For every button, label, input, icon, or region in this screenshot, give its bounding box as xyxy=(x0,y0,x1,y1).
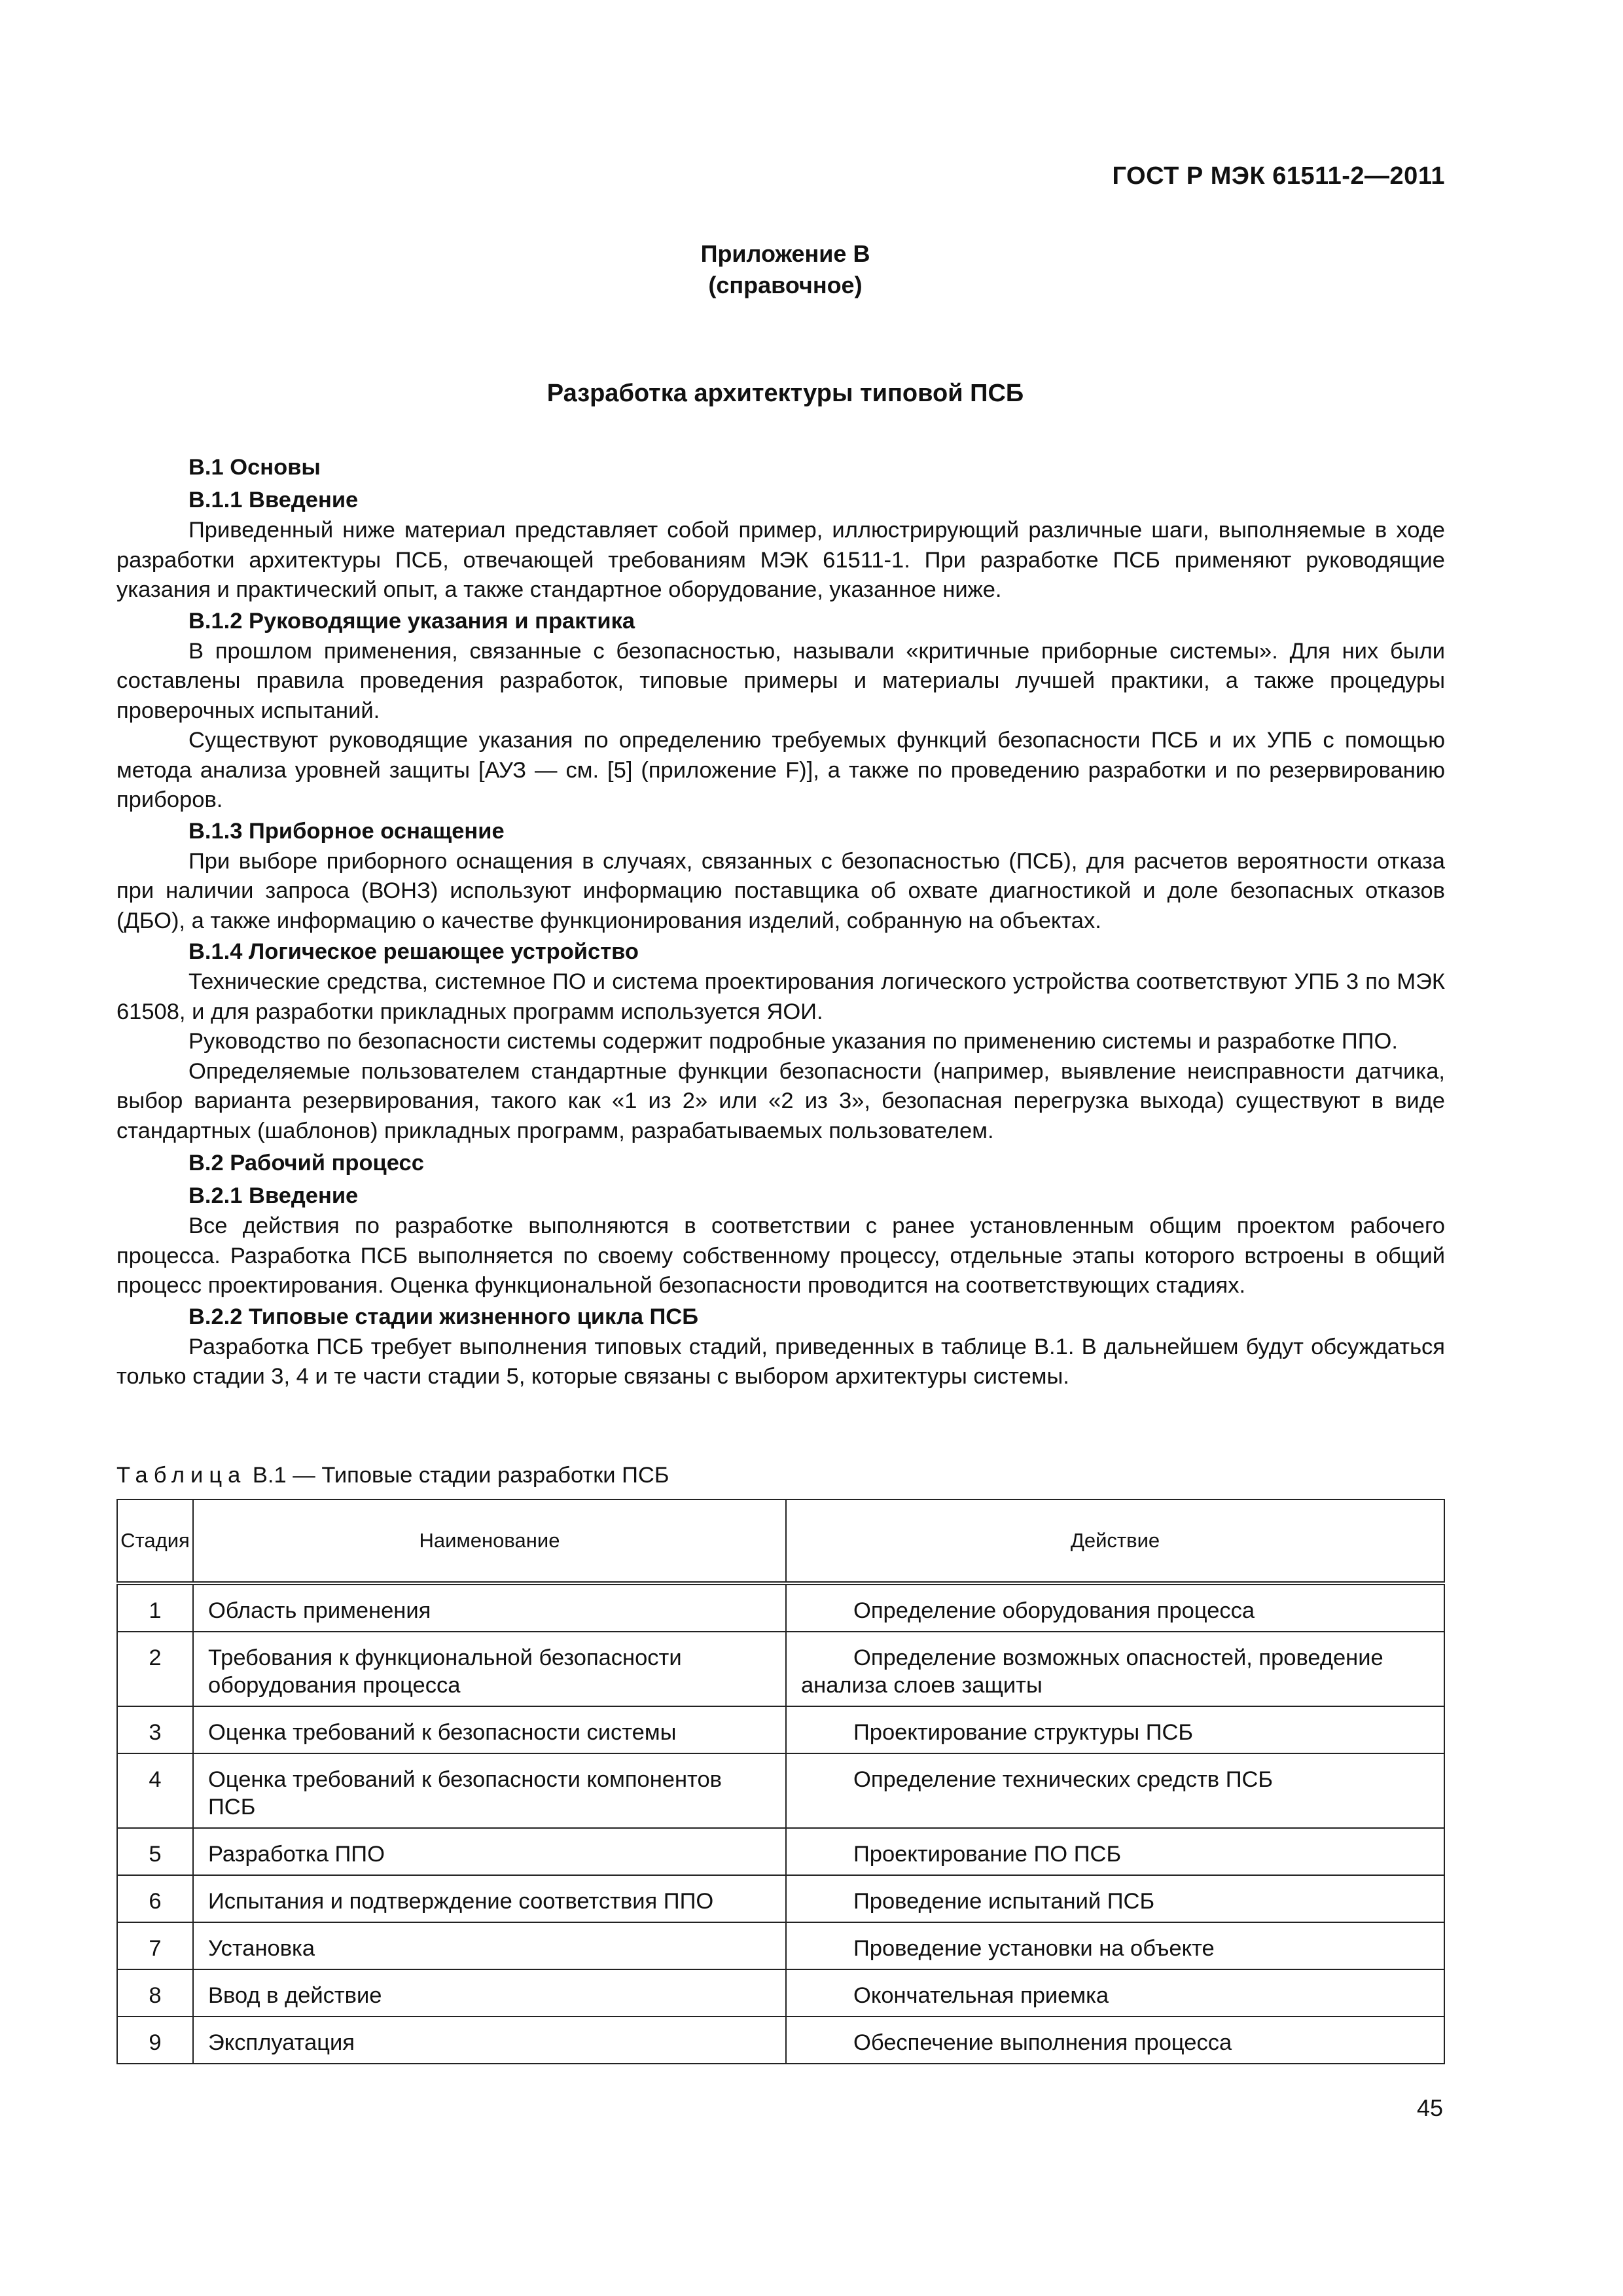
header-name: Наименование xyxy=(193,1499,786,1583)
action-cell: Обеспечение выполнения процесса xyxy=(786,2017,1444,2064)
action-cell: Проведение установки на объекте xyxy=(786,1922,1444,1969)
name-cell: Эксплуатация xyxy=(193,2017,786,2064)
paragraph: Существуют руководящие указания по определению требуемых функций безопасности ПСБ и их УПБ с помощью метода анализа уровней защиты [АУЗ — см. [5] (приложение F)], а также по проведению разработки и по резервированию приборов. xyxy=(116,728,1445,812)
stage-cell: 8 xyxy=(117,1969,193,2017)
action-cell: Проведение испытаний ПСБ xyxy=(786,1875,1444,1922)
name-cell: Оценка требований к безопасности системы xyxy=(193,1706,786,1753)
table-header-row xyxy=(117,1499,1444,1583)
table-caption-text: В.1 — Типовые стадии разработки ПСБ xyxy=(252,1463,669,1488)
appendix-heading xyxy=(0,238,1571,301)
name-cell: Разработка ППО xyxy=(193,1828,786,1875)
stage-cell: 9 xyxy=(117,2017,193,2064)
document-body xyxy=(116,450,1445,1392)
table-row xyxy=(117,1875,1444,1922)
action-cell: Окончательная приемка xyxy=(786,1969,1444,2017)
header-stage: Стадия xyxy=(117,1499,193,1583)
section-heading-b1-1: В.1.1 Введение xyxy=(188,488,359,512)
table-row xyxy=(117,1828,1444,1875)
name-cell: Область применения xyxy=(193,1583,786,1632)
table-row xyxy=(117,1706,1444,1753)
page-title: Разработка архитектуры типовой ПСБ xyxy=(546,380,1024,407)
paragraph: Приведенный ниже материал представляет собой пример, иллюстрирующий различные шаги, выполняемые в ходе разработки архитектуры ПСБ, отвечающей требованиям МЭК 61511-1. При разработке ПСБ применяют руководящие указания и практический опыт, а также стандартное оборудование, указанное ниже. xyxy=(116,518,1445,602)
page-number: 45 xyxy=(1416,2094,1443,2121)
stage-cell: 3 xyxy=(117,1706,193,1753)
paragraph: Технические средства, системное ПО и система проектирования логического устройства соответствуют УПБ 3 по МЭК 61508, и для разработки прикладных программ используется ЯОИ. xyxy=(116,969,1445,1024)
name-cell: Установка xyxy=(193,1922,786,1969)
stage-cell: 1 xyxy=(117,1583,193,1632)
action-cell: Проектирование ПО ПСБ xyxy=(786,1828,1444,1875)
name-cell: Испытания и подтверждение соответствия ППО xyxy=(193,1875,786,1922)
section-heading-b1-2: В.1.2 Руководящие указания и практика xyxy=(188,608,635,634)
appendix-label: Приложение В xyxy=(700,240,870,267)
table-row xyxy=(117,1632,1444,1706)
name-cell: Ввод в действие xyxy=(193,1969,786,2017)
paragraph: При выборе приборного оснащения в случаях, связанных с безопасностью (ПСБ), для расчетов вероятности отказа при наличии запроса (ВОНЗ) используют информацию поставщика об охвате диагностикой и доле безопасных отказов (ДБО), а также информацию о качестве функционирования изделий, собранную на объектах. xyxy=(116,848,1445,933)
section-heading-b1: В.1 Основы xyxy=(188,455,321,480)
stage-cell: 7 xyxy=(117,1922,193,1969)
appendix-status: (справочное) xyxy=(708,272,863,298)
section-heading-b1-3: В.1.3 Приборное оснащение xyxy=(188,818,505,844)
table-caption xyxy=(116,1461,669,1490)
section-heading-b2-2: В.2.2 Типовые стадии жизненного цикла ПСБ xyxy=(188,1304,699,1329)
stage-cell: 6 xyxy=(117,1875,193,1922)
table-row xyxy=(117,1969,1444,2017)
paragraph: Определяемые пользователем стандартные функции безопасности (например, выявление неисправности датчика, выбор варианта резервирования, такого как «1 из 2» или «2 из 3», безопасная перегрузка выхода) существуют в виде стандартных (шаблонов) прикладных программ, разрабатываемых пользователем. xyxy=(116,1058,1445,1143)
action-cell: Определение оборудования процесса xyxy=(786,1583,1444,1632)
stages-table xyxy=(116,1499,1445,2064)
stage-cell: 4 xyxy=(117,1753,193,1828)
header-action: Действие xyxy=(786,1499,1444,1583)
name-cell: Оценка требований к безопасности компонентов ПСБ xyxy=(193,1753,786,1828)
table-row xyxy=(117,2017,1444,2064)
standard-code: ГОСТ Р МЭК 61511-2—2011 xyxy=(1112,162,1445,190)
action-cell: Проектирование структуры ПСБ xyxy=(786,1706,1444,1753)
table-row xyxy=(117,1583,1444,1632)
paragraph: Руководство по безопасности системы содержит подробные указания по применению системы и разработке ППО. xyxy=(188,1029,1398,1054)
stage-cell: 5 xyxy=(117,1828,193,1875)
stage-cell: 2 xyxy=(117,1632,193,1706)
name-cell: Требования к функциональной безопасности оборудования процесса xyxy=(193,1632,786,1706)
paragraph: Разработка ПСБ требует выполнения типовых стадий, приведенных в таблице В.1. В дальнейшем будут обсуждаться только стадии 3, 4 и те части стадии 5, которые связаны с выбором архитектуры системы. xyxy=(116,1334,1445,1389)
paragraph: В прошлом применения, связанные с безопасностью, называли «критичные приборные системы». Для них были составлены правила проведения разработок, типовые примеры и материалы лучшей практики, а также процедуры проверочных испытаний. xyxy=(116,638,1445,723)
table-caption-word: Таблица xyxy=(116,1463,247,1488)
table-row xyxy=(117,1753,1444,1828)
action-cell: Определение возможных опасностей, проведение анализа слоев защиты xyxy=(786,1632,1444,1706)
section-heading-b2: В.2 Рабочий процесс xyxy=(188,1151,424,1175)
section-heading-b1-4: В.1.4 Логическое решающее устройство xyxy=(188,939,639,964)
section-heading-b2-1: В.2.1 Введение xyxy=(188,1183,359,1208)
paragraph: Все действия по разработке выполняются в соответствии с ранее установленным общим проектом рабочего процесса. Разработка ПСБ выполняется по своему собственному процессу, отдельные этапы которого встроены в общий процесс проектирования. Оценка функциональной безопасности проводится на соответствующих стадиях. xyxy=(116,1213,1445,1298)
table-row xyxy=(117,1922,1444,1969)
action-cell: Определение технических средств ПСБ xyxy=(786,1753,1444,1828)
